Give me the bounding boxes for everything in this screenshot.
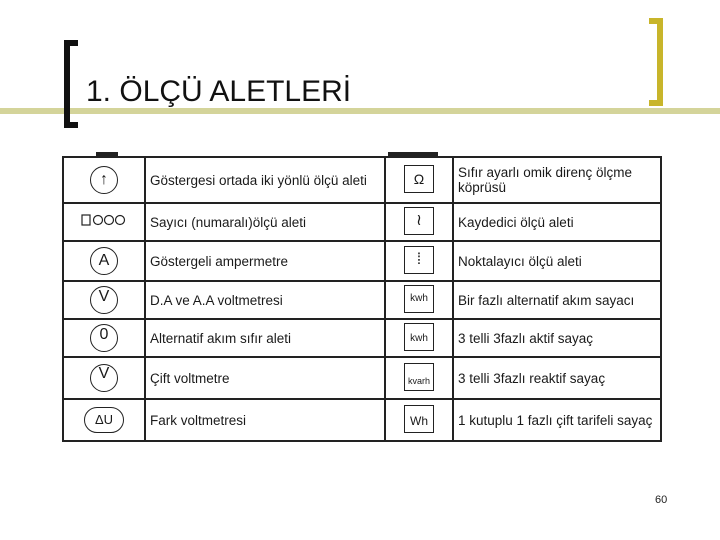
table-row: [63, 281, 661, 319]
table-row: [63, 319, 661, 357]
recorder-wave-icon: ≀: [385, 203, 453, 241]
table-cell-label: Sayıcı (numaralı)ölçü aleti: [145, 203, 385, 241]
table-cell-label: Çift voltmetre: [145, 357, 385, 399]
table-cell-label: Bir fazlı alternatif akım sayacı: [453, 281, 661, 319]
table-row: [63, 357, 661, 399]
table-cell-label: 3 telli 3fazlı aktif sayaç: [453, 319, 661, 357]
table-cell-label: Kaydedici ölçü aleti: [453, 203, 661, 241]
table-row: [63, 399, 661, 441]
ac-zero-meter-icon: 0: [63, 319, 145, 357]
counter-digits-icon: [63, 203, 145, 241]
table-cell-label: D.A ve A.A voltmetresi: [145, 281, 385, 319]
dotted-recorder-icon: ⁞: [385, 241, 453, 281]
kwh-meter-icon: kwh: [385, 281, 453, 319]
table-row: [63, 241, 661, 281]
arrow-up-in-circle-icon: ↑: [63, 157, 145, 203]
table-cell-label: Göstergeli ampermetre: [145, 241, 385, 281]
kvarh-meter-icon: kvarh: [385, 357, 453, 399]
table-cell-label: 3 telli 3fazlı reaktif sayaç: [453, 357, 661, 399]
dc-ac-voltmeter-icon: V: [63, 281, 145, 319]
differential-voltmeter-icon: ΔU: [63, 399, 145, 441]
table-cell-label: Noktalayıcı ölçü aleti: [453, 241, 661, 281]
ohm-bridge-icon: Ω: [385, 157, 453, 203]
double-voltmeter-icon: V: [63, 357, 145, 399]
table-cell-label: Alternatif akım sıfır aleti: [145, 319, 385, 357]
table-cell-label: Sıfır ayarlı omik direnç ölçme köprüsü: [453, 157, 661, 203]
ammeter-icon: A: [63, 241, 145, 281]
table-row: [63, 157, 661, 203]
table-cell-label: Göstergesi ortada iki yönlü ölçü aleti: [145, 157, 385, 203]
table-cell-label: Fark voltmetresi: [145, 399, 385, 441]
slide-title: 1. ÖLÇÜ ALETLERİ: [86, 75, 352, 108]
table-cell-label: 1 kutuplu 1 fazlı çift tarifeli sayaç: [453, 399, 661, 441]
table-row: [63, 203, 661, 241]
three-phase-kwh-icon: kwh: [385, 319, 453, 357]
right-bracket-decoration: [649, 18, 663, 106]
instrument-symbol-table: [62, 156, 662, 442]
left-bracket-decoration: [64, 40, 78, 128]
page-number: 60: [655, 494, 668, 506]
wh-dual-tariff-icon: Wh: [385, 399, 453, 441]
